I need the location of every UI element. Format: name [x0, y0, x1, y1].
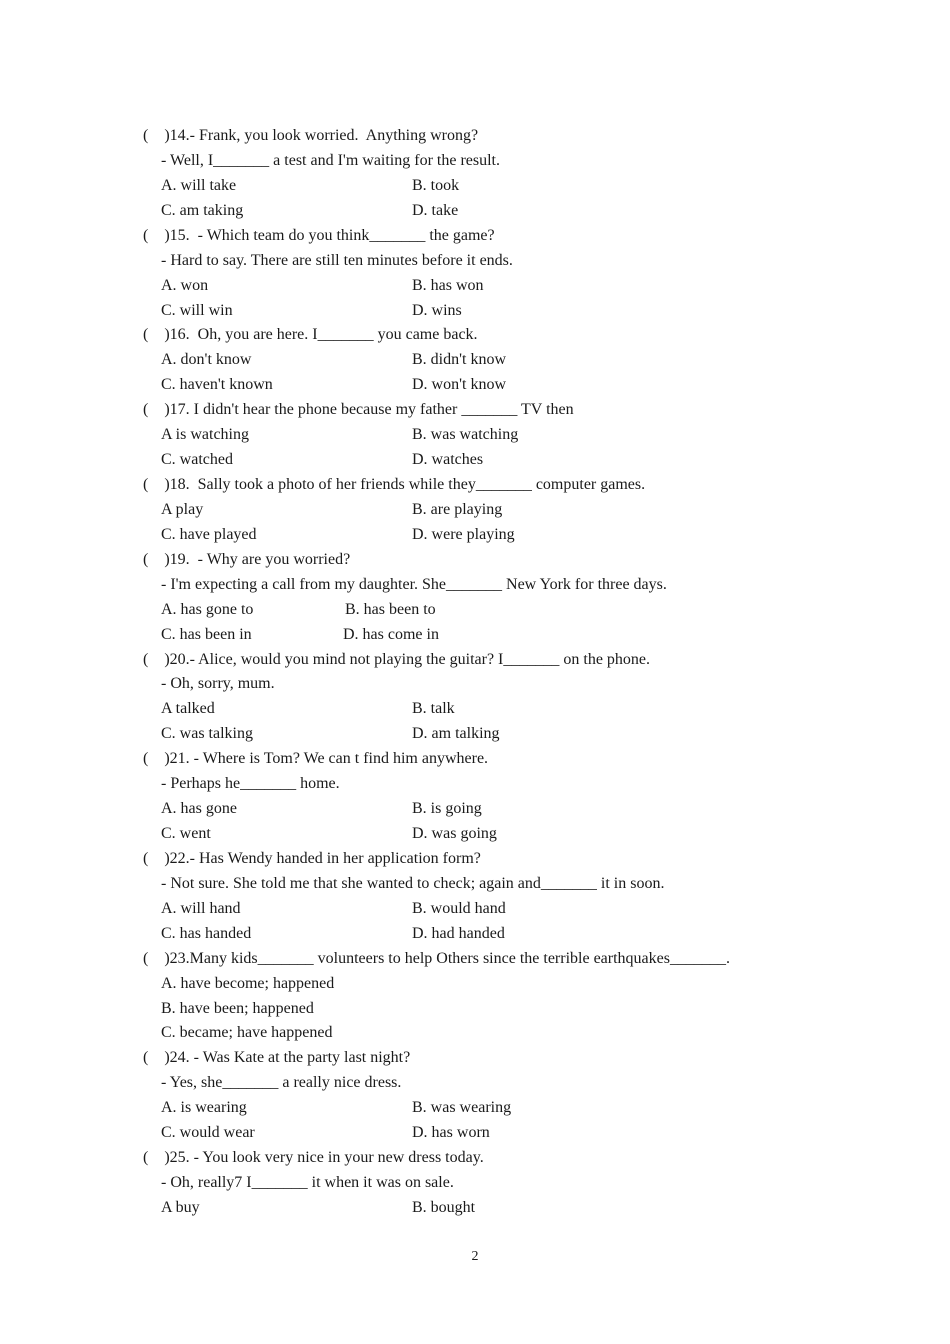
question-line: - Hard to say. There are still ten minutes before it ends. [161, 251, 513, 269]
answer-option: D. was going [412, 825, 497, 843]
answer-option: D. has worn [412, 1124, 490, 1142]
answer-option: A. don't know [161, 351, 252, 369]
answer-option: A. will take [161, 176, 237, 194]
question-stem: ( )19. - Why are you worried? [143, 550, 351, 568]
answer-option: C. will win [161, 301, 233, 319]
question-stem: ( )17. I didn't hear the phone because my father _______ TV then [143, 401, 574, 419]
answer-option: D. has come in [343, 625, 439, 643]
question-line: - Well, I_______ a test and I'm waiting for the result. [161, 151, 500, 169]
answer-option: C. was talking [161, 725, 253, 743]
answer-option: B. are playing [412, 500, 503, 518]
answer-option: C. has handed [161, 924, 252, 942]
answer-option: C. became; have happened [161, 1024, 333, 1042]
question-stem: ( )16. Oh, you are here. I_______ you came back. [143, 326, 478, 344]
question-stem: ( )14.- Frank, you look worried. Anything wrong? [143, 127, 479, 144]
answer-option: C. am taking [161, 201, 244, 219]
answer-option: D. had handed [412, 924, 505, 942]
answer-option: C. have played [161, 525, 257, 543]
question-line: - Yes, she_______ a really nice dress. [161, 1074, 402, 1092]
answer-option: B. was watching [412, 426, 519, 444]
answer-option: C. haven't known [161, 376, 273, 394]
question-stem: ( )23.Many kids_______ volunteers to help Others since the terrible earthquakes_______. [143, 949, 730, 967]
answer-option: D. take [412, 201, 459, 219]
question-line: - Oh, sorry, mum. [161, 675, 275, 693]
question-line: - I'm expecting a call from my daughter. She_______ New York for three days. [161, 575, 667, 593]
answer-option: A. will hand [161, 899, 241, 917]
question-line: - Oh, really7 I_______ it when it was on sale. [161, 1174, 454, 1192]
answer-option: D. wins [412, 301, 462, 319]
answer-option: A buy [161, 1198, 200, 1216]
answer-option: B. has won [412, 276, 484, 294]
answer-option: B. has been to [345, 600, 436, 618]
question-line: - Perhaps he_______ home. [161, 775, 340, 793]
answer-option: A. has gone to [161, 600, 254, 618]
answer-option: A is watching [161, 426, 249, 444]
question-line: - Not sure. She told me that she wanted to check; again and_______ it in soon. [161, 874, 665, 892]
answer-option: D. am talking [412, 725, 500, 743]
question-stem: ( )18. Sally took a photo of her friends while they_______ computer games. [143, 476, 646, 494]
answer-option: C. went [161, 825, 211, 843]
answer-option: B. was wearing [412, 1099, 512, 1117]
question-stem: ( )15. - Which team do you think_______ the game? [143, 226, 495, 244]
question-stem: ( )22.- Has Wendy handed in her application form? [143, 849, 481, 867]
answer-option: A. is wearing [161, 1099, 247, 1117]
answer-option: A. have become; happened [161, 974, 335, 992]
answer-option: B. bought [412, 1198, 476, 1216]
question-stem: ( )24. - Was Kate at the party last night? [143, 1049, 411, 1067]
answer-option: D. watches [412, 451, 484, 469]
answer-option: A talked [161, 700, 215, 718]
question-stem: ( )25. - You look very nice in your new dress today. [143, 1149, 484, 1167]
answer-option: B. didn't know [412, 351, 506, 369]
answer-option: B. took [412, 176, 460, 194]
answer-option: C. watched [161, 451, 233, 469]
answer-option: C. has been in [161, 625, 252, 643]
question-stem: ( )20.- Alice, would you mind not playing the guitar? I_______ on the phone. [143, 650, 651, 668]
answer-option: A. has gone [161, 800, 237, 818]
answer-option: A play [161, 500, 204, 518]
question-stem: ( )21. - Where is Tom? We can t find him anywhere. [143, 750, 489, 768]
page-number: 2 [471, 1249, 479, 1264]
answer-option: D. won't know [412, 376, 506, 394]
answer-option: C. would wear [161, 1124, 255, 1142]
answer-option: A. won [161, 276, 209, 294]
answer-option: B. talk [412, 700, 455, 718]
answer-option: B. would hand [412, 899, 506, 917]
answer-option: B. is going [412, 800, 482, 818]
answer-option: D. were playing [412, 525, 515, 543]
answer-option: B. have been; happened [161, 999, 314, 1017]
